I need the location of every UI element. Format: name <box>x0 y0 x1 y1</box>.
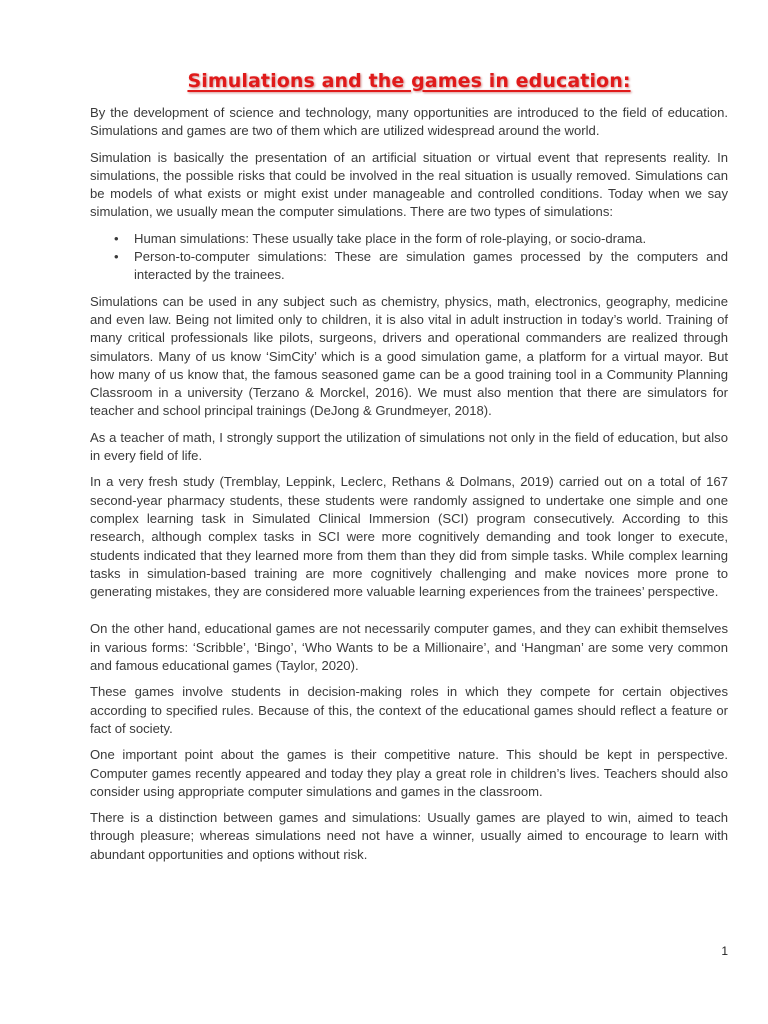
list-item-text: Human simulations: These usually take place in the form of role-playing, or socio-drama. <box>134 230 647 246</box>
paragraph-body-5: These games involve students in decision-making roles in which they compete for certain objectives according to specified rules. Because of this, the context of the educational games should reflect a feature or fact of society. <box>90 684 728 736</box>
bullet-icon: • <box>114 249 119 265</box>
paragraph-body-4: On the other hand, educational games are not necessarily computer games, and they can exhibit themselves in various forms: ‘Scribble’, ‘Bingo’, ‘Who Wants to be a Millionaire’, and ‘Hangman’ are some very common and famous educational games (Taylor, 2020). <box>90 621 728 674</box>
paragraph-intro-1: By the development of science and technology, many opportunities are introduced to the field of education. Simulations and games are two of them which are utilized widespread around the world. <box>90 105 728 139</box>
paragraph-body-7: There is a distinction between games and simulations: Usually games are played to win, aimed to teach through pleasure; whereas simulations need not have a winner, usually aimed to encourage to learn with abundant opportunities and options without risk. <box>90 810 728 862</box>
paragraph-body-2: As a teacher of math, I strongly support the utilization of simulations not only in the field of education, but also in every field of life. <box>90 429 728 464</box>
page-number: 1 <box>721 944 728 958</box>
list-item-text: Person-to-computer simulations: These are simulation games processed by the computers and interacted by the trainees. <box>134 249 728 283</box>
bullet-icon: • <box>114 230 119 246</box>
document-title: Simulations and the games in education: <box>187 70 631 92</box>
list-item <box>90 248 728 285</box>
list-item <box>90 230 728 248</box>
document-page <box>90 70 728 872</box>
paragraph-body-3: In a very fresh study (Tremblay, Leppink, Leclerc, Rethans & Dolmans, 2019) carried out on a total of 167 second-year pharmacy students, these students were randomly assigned to undertake one simple and one complex learning task in Simulated Clinical Immersion (SCI) program consecutively. According to this research, although complex tasks in SCI were more cognitively demanding and took longer to execute, students indicated that they learned more from them than they did from simple tasks. While complex learning tasks in simulation-based training are more cognitively challenging and make novices more prone to generating mistakes, they are considered more valuable learning experiences from the trainees’ perspective. <box>90 474 728 600</box>
simulation-types-list <box>90 230 728 285</box>
paragraph-body-6: One important point about the games is their competitive nature. This should be kept in perspective. Computer games recently appeared and today they play a great role in children’s lives. Teachers should also consider using appropriate computer simulations and games in the classroom. <box>90 747 728 799</box>
paragraph-intro-2: Simulation is basically the presentation of an artificial situation or virtual event that represents reality. In simulations, the possible risks that could be involved in the real situation is usually removed. Simulations can be models of what exists or might exist under manageable and controlled conditions. Today when we say simulation, we usually mean the computer simulations. There are two types of simulations: <box>90 149 728 220</box>
paragraph-body-1: Simulations can be used in any subject such as chemistry, physics, math, electronics, geography, medicine and even law. Being not limited only to children, it is also vital in adult instruction in today’s world. Training of many critical professionals like pilots, surgeons, drivers and operational commanders are realized through simulators. Many of us know ‘SimCity’ which is a good simulation game, a platform for a virtual mayor. But how many of us know that, the famous seasoned game can be a good training tool in a Community Planning Classroom in a university (Terzano & Morckel, 2016). We must also mention that there are simulators for teacher and school principal trainings (DeJong & Grundmeyer, 2018). <box>90 293 728 419</box>
